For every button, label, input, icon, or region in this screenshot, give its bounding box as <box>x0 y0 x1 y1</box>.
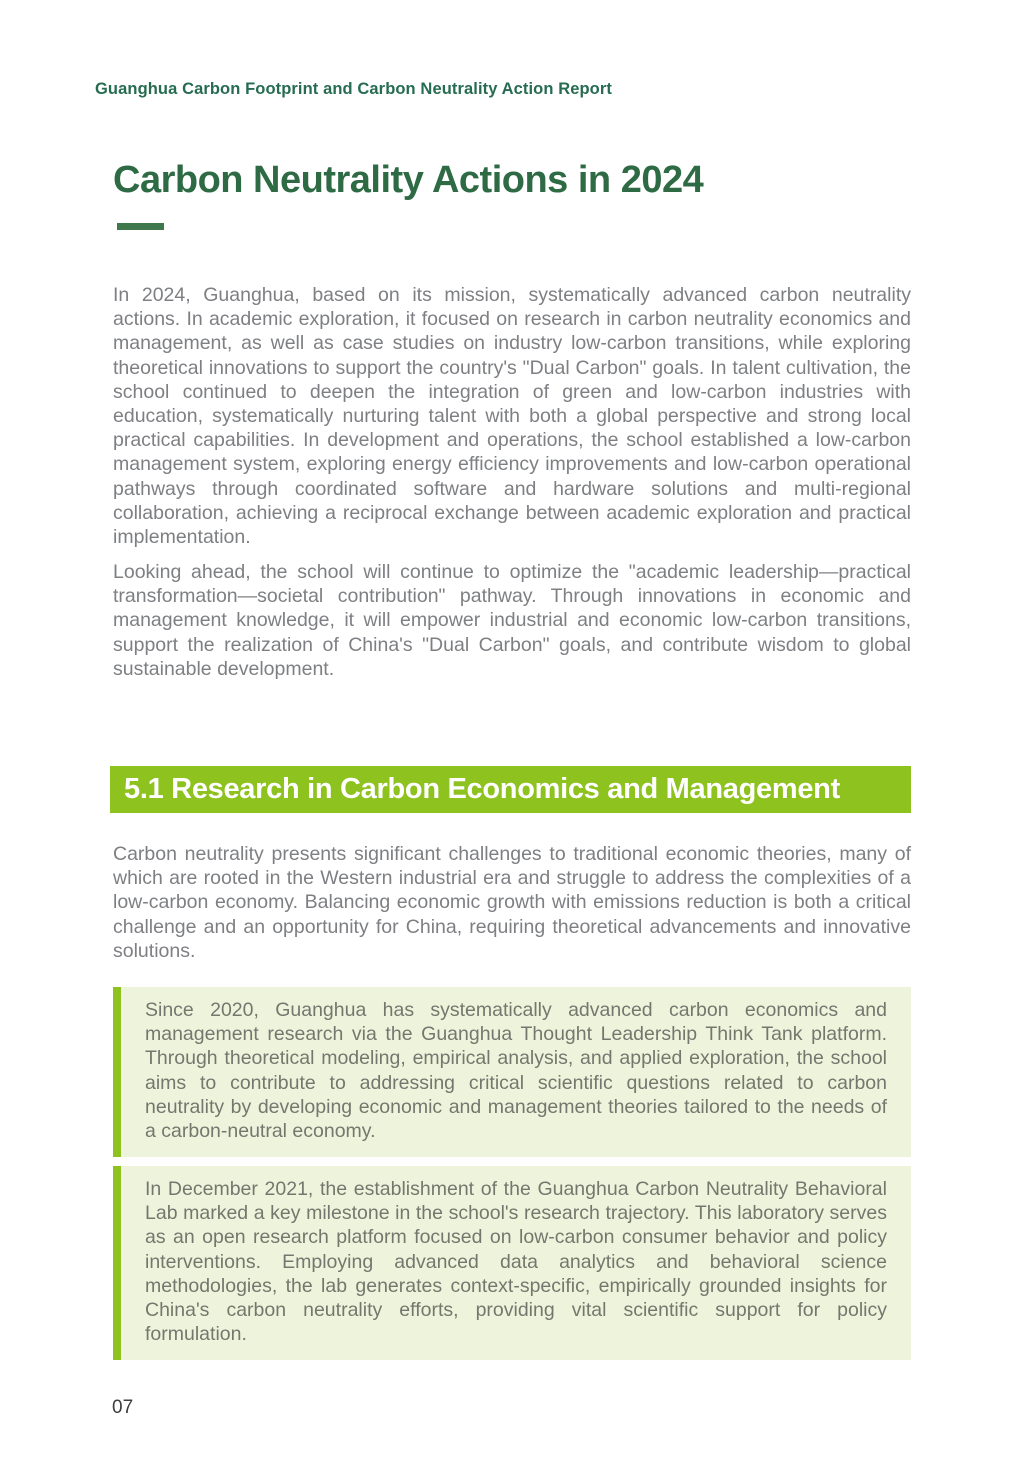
intro-paragraph-1: In 2024, Guanghua, based on its mission, systematically advanced carbon neutrality actions. In academic exploration, it focused on research in carbon neutrality economics and management, as well as case studies on industry low-carbon transitions, while exploring theoretical innovations to support the country's "Dual Carbon" goals. In talent cultivation, the school continued to deepen the integration of green and low-carbon industries with education, systematically nurturing talent with both a global perspective and strong local practical capabilities. In development and operations, the school established a low-carbon management system, exploring energy efficiency improvements and low-carbon operational pathways through coordinated software and hardware solutions and multi-regional collaboration, achieving a reciprocal exchange between academic exploration and practical implementation. <box>113 284 911 549</box>
highlight-box-think-tank <box>113 987 911 1157</box>
section-intro-paragraph: Carbon neutrality presents significant challenges to traditional economic theories, many of which are rooted in the Western industrial era and struggle to address the complexities of a low-carbon economy. Balancing economic growth with emissions reduction is both a critical challenge and an opportunity for China, requiring theoretical advancements and innovative solutions. <box>113 843 911 962</box>
report-header: Guanghua Carbon Footprint and Carbon Neutrality Action Report <box>95 80 612 98</box>
highlight-box-behavioral-lab-text: In December 2021, the establishment of the Guanghua Carbon Neutrality Behavioral Lab marked a key milestone in the school's research trajectory. This laboratory serves as an open research platform focused on low-carbon consumer behavior and policy interventions. Employing advanced data analytics and behavioral science methodologies, the lab generates context-specific, empirically grounded insights for China's carbon neutrality efforts, providing vital scientific support for policy formulation. <box>145 1178 887 1346</box>
highlight-box-behavioral-lab <box>113 1166 911 1360</box>
highlight-box-think-tank-text: Since 2020, Guanghua has systematically advanced carbon economics and management research via the Guanghua Thought Leadership Think Tank platform. Through theoretical modeling, empirical analysis, and applied exploration, the school aims to contribute to addressing critical scientific questions related to carbon neutrality by developing economic and management theories tailored to the needs of a carbon-neutral economy. <box>145 999 887 1143</box>
section-heading-label: 5.1 Research in Carbon Economics and Management <box>124 773 840 805</box>
section-heading-bar <box>110 766 911 813</box>
page-number: 07 <box>112 1397 134 1418</box>
intro-paragraph-2: Looking ahead, the school will continue to optimize the "academic leadership—practical transformation—societal contribution" pathway. Through innovations in economic and management knowledge, it will empower industrial and economic low-carbon transitions, support the realization of China's "Dual Carbon" goals, and contribute wisdom to global sustainable development. <box>113 561 911 680</box>
title-dash-decoration <box>117 223 164 230</box>
page-title: Carbon Neutrality Actions in 2024 <box>113 159 704 201</box>
